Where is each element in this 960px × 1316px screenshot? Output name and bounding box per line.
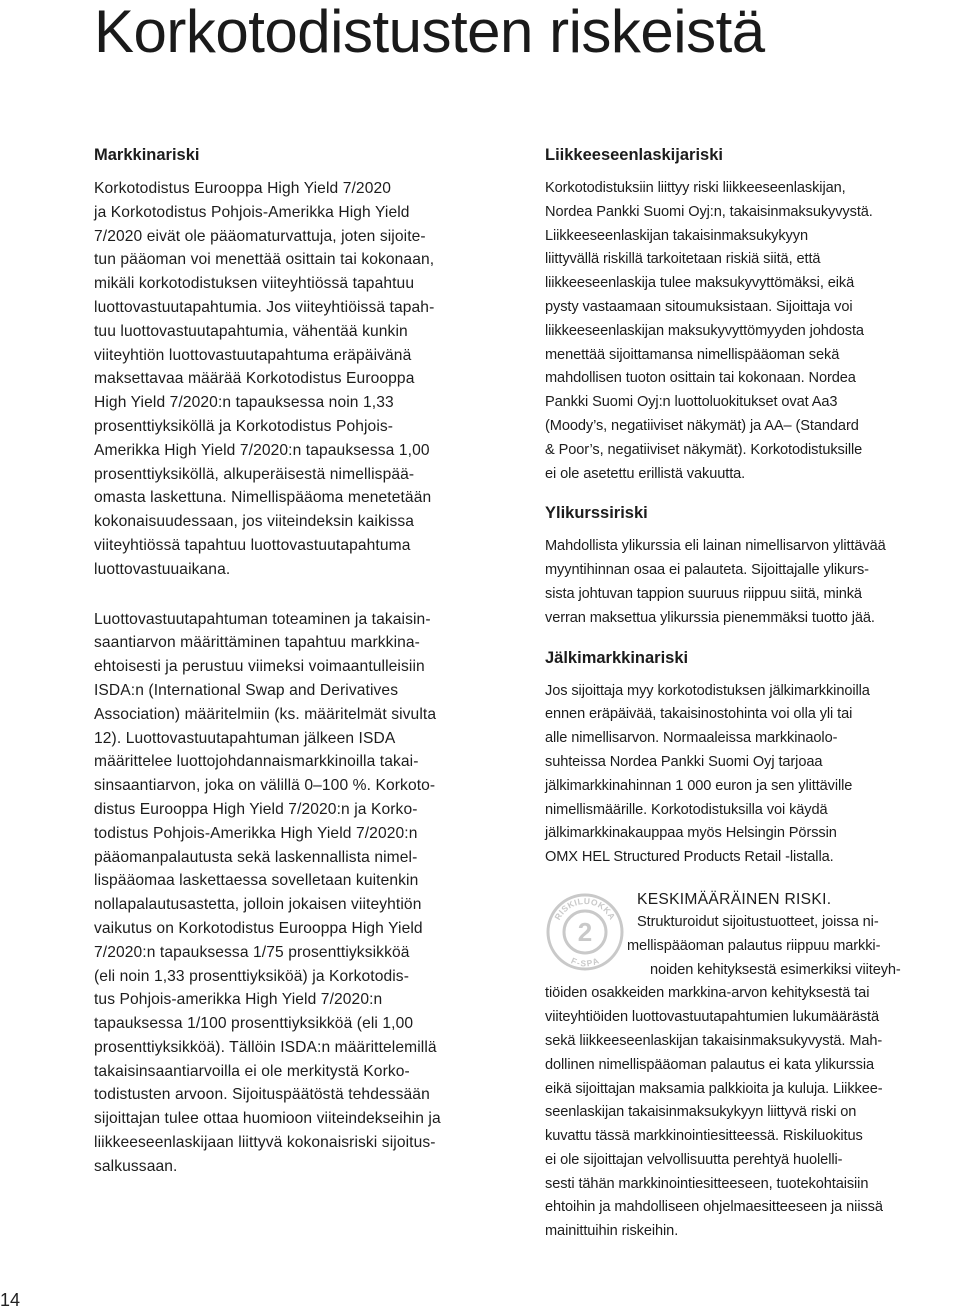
premium-risk-heading: Ylikurssiriski [545, 504, 648, 523]
badge-number: 2 [577, 916, 593, 947]
svg-text:F-SPA [570, 955, 601, 968]
secondary-market-risk-paragraph: Jos sijoittaja myy korkotodistuksen jälkimarkkinoilla ennen eräpäivää, takaisinostohinta voi olla yli tai alle nimellisarvon. Normaaleissa markkinaolo- suhteissa Nordea Pankki Suomi Oyj tarjoaa jälkimarkkinahinnan 1 000 euron ja sen ylittäville nimellismäärille. Korkotodistuksilla voi käydä jälkimarkkinakauppaa myös Helsingin Pörssin OMX HEL Structured Products Retail -listalla. [545, 682, 870, 866]
risk-line-1: Strukturoidut sijoitustuotteet, joissa ni- [637, 913, 879, 930]
left-column [94, 144, 514, 1179]
risk-class-badge-icon [545, 892, 625, 972]
secondary-market-risk-heading: Jälkimarkkinariski [545, 648, 689, 667]
risk-paragraph: tiöiden osakkeiden markkina-arvon kehityksestä tai viiteyhtiöiden luottovastuutapahtumien lukumäärästä sekä liikkeeseenlaskijan takaisinmaksukyvystä. Mah- dollinen nimellispääoman palautus ei kata ylikurssia eikä sijoittajan maksamia palkkioita ja kuluja. Liikkee- seenlaskijan takaisinmaksukykyyn liittyvä riski on kuvattu tässä markkinointiesitteessä. Riskiluokitus ei ole sijoittajan velvollisuutta perehtyä huolelli- sesti tähän markkinointiesitteeseen, tuotekohtaisiin ehtoihin ja mahdolliseen ohjelmaesitteeseen ja niissä mainittuihin riskeihin. [545, 985, 883, 1240]
badge-top-text: RISKILUOKKA [552, 895, 618, 922]
market-risk-paragraph-2: Luottovastuutapahtuman toteaminen ja takaisin- saantiarvon määrittäminen tapahtuu markkina- ehtoisesti ja perustuu viimeksi voimaantulleisiin ISDA:n (International Swap and Derivatives Association) määritelmiin (ks. määritelmät sivulta 12). Luottovastuutapahtuman jälkeen ISDA määrittelee luottojohdannaismarkkinoilla takai- sinsaantiarvon, joka on välillä 0–100 %. Korkoto- distus Eurooppa High Yield 7/2020:n ja Korko- todistus Pohjois-Amerikka High Yield 7/2020:n pääomanpalautusta sekä laskennallista nimel- lispääomaa laskettaessa sovelletaan kuitenkin nollapalautusastetta, jolloin jokaisen viiteyhtiön vaikutus on Korkotodistus Eurooppa High Yield 7/2020:n tapauksessa 1/75 prosenttiyksikköä (eli noin 1,33 prosenttiyksiköä) ja Korkotodis- tus Pohjois-amerikka High Yield 7/2020:n tapauksessa 1/100 prosenttiyksikköä (eli 1,00 prosenttiyksikköä). Tällöin ISDA:n määrittelemillä takaisinsaantiarvoilla ei ole merkitystä Korko- todistusten arvoon. Sijoituspäätöstä tehdessään sijoittajan tulee ottaa huomioon viiteindekseihin ja liikkeeseenlaskijaan liittyvä kokonaisriski sijoitus- salkussaan. [94, 610, 441, 1175]
market-risk-paragraph-1: Korkotodistus Eurooppa High Yield 7/2020 ja Korkotodistus Pohjois-Amerikka High Yield 7/2020 eivät ole pääomaturvattuja, joten sijoite- tun pääoman voi menettää osittain tai kokonaan, mikäli korkotodistuksen viiteyhtiössä tapahtuu luottovastuutapahtumia. Jos viiteyhtiöissä tapah- tuu luottovastuutapahtumia, vähentää kunkin viiteyhtiön luottovastuutapahtuma eräpäivänä maksettavaa määrää Korkotodistus Eurooppa High Yield 7/2020:n tapauksessa noin 1,33 prosenttiyksiköllä ja Korkotodistus Pohjois- Amerikka High Yield 7/2020:n tapauksessa 1,00 prosenttiyksiköllä, alkuperäisestä nimellispää- omasta laskettuna. Nimellispääoma menetetään kokonaisuudessaan, jos viiteindeksin kaikissa viiteyhtiössä tapahtuu luottovastuutapahtuma luottovastuuaikana. [94, 180, 435, 578]
risk-line-3: noiden kehityksestä esimerkiksi viiteyh- [650, 961, 901, 978]
badge-bottom-text: F-SPA [569, 955, 601, 969]
risk-classification-box [545, 892, 960, 1244]
issuer-risk-heading: Liikkeeseenlaskijariski [545, 146, 723, 164]
risk-line-2: mellispääoman palautus riippuu markki- [627, 937, 881, 954]
right-column [545, 144, 960, 1244]
page-number: 14 [0, 1290, 21, 1310]
market-risk-heading: Markkinariski [94, 146, 200, 164]
issuer-risk-paragraph: Korkotodistuksiin liittyy riski liikkeeseenlaskijan, Nordea Pankki Suomi Oyj:n, takaisinmaksukyvystä. Liikkeeseenlaskijan takaisinmaksukykyyn liittyvällä riskillä tarkoitetaan riskiä siitä, että liikkeeseenlaskija tulee maksukyvyttömäksi, eikä pysty vastaamaan sitoumuksistaan. Sijoittaja voi liikkeeseenlaskijan maksukyvyttömyyden johdosta menettää sijoittamansa nimellispääoman sekä mahdollisen tuoton osittain tai kokonaan. Nordea Pankki Suomi Oyj:n luottoluokitukset ovat Aa3 (Moody’s, negatiiviset näkymät) ja AA– (Standard & Poor’s, negatiiviset näkymät). Korkotodistuksille ei ole asetettu erillistä vakuutta. [545, 180, 873, 482]
page-title: Korkotodistusten riskeistä [94, 0, 765, 65]
risk-heading: KESKIMÄÄRÄINEN RISKI. [637, 890, 832, 908]
premium-risk-paragraph: Mahdollista ylikurssia eli lainan nimellisarvon ylittävää myyntihinnan osaa ei palauteta. Sijoittajalle ylikurs- sista johtuvan tappion suuruus riippuu siitä, minkä verran maksettua ylikurssia pienemmäksi tuotto jää. [545, 538, 886, 626]
